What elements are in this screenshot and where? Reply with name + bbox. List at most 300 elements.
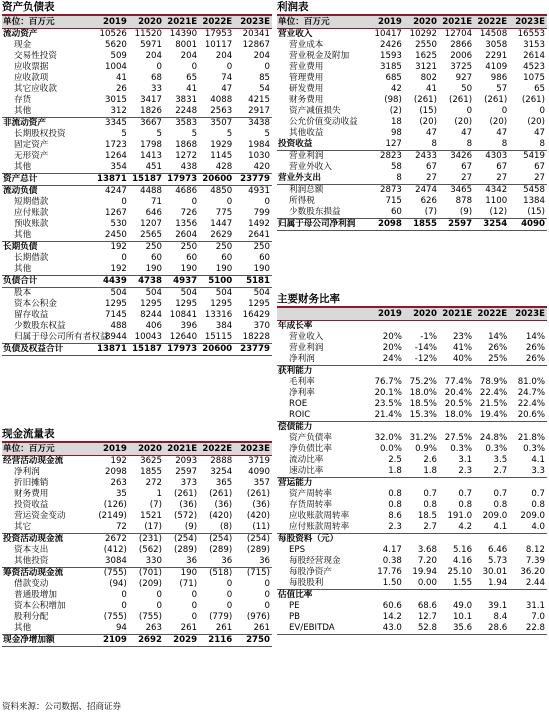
cell-value: 384 xyxy=(215,321,233,331)
row-label: 研发费用 xyxy=(289,84,324,94)
cell-value: 373 xyxy=(180,478,198,488)
row-label: 固定资产 xyxy=(14,140,49,150)
row-label: 应收账款周转率 xyxy=(289,511,350,521)
cell-value: 504 xyxy=(253,288,270,298)
cell-value: 3507 xyxy=(210,118,233,128)
cell-value: 428 xyxy=(199,162,234,174)
row-label: 投资收益 xyxy=(277,139,369,151)
cell-value: 1272 xyxy=(175,151,198,161)
cell-value: 49.0 xyxy=(452,601,473,611)
cell-value: 2248 xyxy=(164,106,199,118)
table-row xyxy=(277,601,547,612)
cell-value: 28.6 xyxy=(474,623,509,635)
cell-value: 0 xyxy=(226,601,233,611)
cell-value xyxy=(509,590,547,602)
row-label: 营业利润 xyxy=(289,151,324,161)
table-row xyxy=(277,545,547,556)
table-row xyxy=(2,151,272,162)
table-row xyxy=(2,321,272,332)
row-label: 投资收益 xyxy=(14,500,49,510)
table-row xyxy=(2,545,272,556)
cell-value: 0.00 xyxy=(404,578,439,590)
cell-value: (254) xyxy=(173,534,198,544)
row-label: 资产减值损失 xyxy=(289,106,341,116)
ratios-panel xyxy=(277,292,547,635)
cell-value: 26% xyxy=(509,354,547,366)
cell-value: 4090 xyxy=(248,467,270,477)
cell-value: 8 xyxy=(509,139,547,151)
year-header: 2019 xyxy=(94,16,129,29)
cell-value: 2565 xyxy=(129,230,164,242)
cell-value: 35 xyxy=(115,489,127,499)
cell-value xyxy=(474,590,509,602)
row-label: 无形资产 xyxy=(14,151,49,161)
cell-value: 15115 xyxy=(199,332,234,344)
year-header: 2022E xyxy=(474,308,509,321)
cell-value: 2.5 xyxy=(388,455,402,465)
cell-value: 3.1 xyxy=(458,455,473,465)
cell-value: 2550 xyxy=(415,40,437,50)
cell-value: 67 xyxy=(426,162,437,172)
cell-value: 17973 xyxy=(164,174,199,186)
table-row xyxy=(277,377,547,388)
row-label: 资产周转率 xyxy=(289,489,332,499)
table-row xyxy=(2,62,272,73)
row-label: 应付账款周转率 xyxy=(277,522,369,534)
year-header: 2020 xyxy=(404,308,439,321)
table-row xyxy=(277,219,547,231)
cell-value: 57 xyxy=(496,84,508,94)
cell-value: 10841 xyxy=(169,310,198,320)
cell-value: (715) xyxy=(246,568,270,578)
cell-value: 4523 xyxy=(523,62,545,72)
cell-value: (20) xyxy=(527,117,545,127)
balance-sheet-title: 资产负债表 xyxy=(2,0,272,16)
year-header: 2021E xyxy=(164,443,199,456)
cell-value: 4090 xyxy=(509,219,547,231)
year-header: 2022E xyxy=(474,16,509,29)
table-row xyxy=(2,140,272,151)
year-header: 2020 xyxy=(404,16,439,29)
row-label: 净利率 xyxy=(289,388,315,398)
table-row xyxy=(2,253,272,264)
cell-value: 16429 xyxy=(242,310,270,320)
cell-value: 3438 xyxy=(248,118,270,128)
row-label: EPS xyxy=(289,545,306,555)
row-label: 营业收入 xyxy=(278,29,313,39)
cell-value: 5 xyxy=(226,129,233,139)
cell-value: 58 xyxy=(390,162,402,172)
cell-value: 65 xyxy=(186,73,198,83)
cell-value: 75.2% xyxy=(409,377,437,387)
cell-value: (12) xyxy=(474,207,509,219)
cell-value: 35.6 xyxy=(439,623,474,635)
row-label: ROE xyxy=(289,399,308,409)
year-header: 2019 xyxy=(94,443,129,456)
unit-label: 单位：百万元 xyxy=(2,16,94,29)
row-label: 年成长率 xyxy=(278,321,313,331)
row-label: 营业外收入 xyxy=(289,162,332,172)
cell-value: (9) xyxy=(164,522,199,534)
cell-value: 1.8 xyxy=(369,466,404,478)
row-label: 资产负债率 xyxy=(289,433,332,443)
table-row xyxy=(2,230,272,242)
table-row xyxy=(2,332,272,344)
table-row xyxy=(277,534,547,546)
cell-value: -1% xyxy=(420,332,437,342)
cell-value: 47 xyxy=(426,128,437,138)
cell-value: 5458 xyxy=(523,185,545,195)
cell-value: 3254 xyxy=(474,219,509,231)
cell-value: 2098 xyxy=(105,467,127,477)
cell-value: (20) xyxy=(489,117,508,127)
cell-value: 43.0 xyxy=(369,623,404,635)
cell-value: 0 xyxy=(264,590,270,600)
year-header: 2023E xyxy=(509,16,547,29)
cell-value: 65 xyxy=(534,84,545,94)
cell-value: 530 xyxy=(110,219,127,229)
cell-value: 0 xyxy=(466,106,473,116)
table-row xyxy=(277,29,547,41)
cell-value: 1264 xyxy=(105,151,127,161)
cell-value: 4439 xyxy=(94,276,129,288)
row-label: 其它 xyxy=(2,522,94,534)
cell-value: 0.3% xyxy=(450,444,473,454)
cell-value: 41 xyxy=(186,84,198,94)
cell-value: 10292 xyxy=(409,29,437,39)
cell-value: 14% xyxy=(488,332,508,342)
unit-label: 单位：百万元 xyxy=(2,443,94,456)
row-label: 营业税金及附加 xyxy=(289,51,350,61)
table-row xyxy=(2,534,272,546)
cell-value xyxy=(474,478,509,490)
cell-value: 2093 xyxy=(175,456,198,466)
row-label: 营业收入 xyxy=(289,332,324,342)
cell-value: 8 xyxy=(404,139,439,151)
cell-value: 7145 xyxy=(105,310,127,320)
cell-value: 261 xyxy=(164,623,199,635)
cell-value: 27 xyxy=(439,173,474,185)
row-label: 其他 xyxy=(2,623,94,635)
table-row xyxy=(2,51,272,62)
cell-value: 5419 xyxy=(523,151,545,161)
cell-value: 20600 xyxy=(199,174,234,186)
cell-value: 0 xyxy=(121,197,127,207)
cell-value: 2629 xyxy=(199,230,234,242)
cell-value: 0 xyxy=(226,62,233,72)
cell-value: (231) xyxy=(138,534,162,544)
cell-value: 3583 xyxy=(175,118,198,128)
cell-value: 2604 xyxy=(164,230,199,242)
cell-value: 986 xyxy=(490,73,508,83)
cell-value: 0 xyxy=(226,197,233,207)
cell-value: 36 xyxy=(199,556,234,568)
cell-value: 81.0% xyxy=(517,377,545,387)
table-row xyxy=(2,635,272,647)
table-row xyxy=(2,489,272,500)
table-row xyxy=(2,612,272,623)
cell-value: 0 xyxy=(156,601,162,611)
cell-value: 0 xyxy=(191,197,198,207)
cell-value: 1929 xyxy=(210,140,233,150)
cell-value: (261) xyxy=(521,95,545,105)
cell-value: 1.8 xyxy=(404,466,439,478)
row-label: 折旧摊销 xyxy=(14,478,49,488)
cell-value: 23.5% xyxy=(374,399,402,409)
cell-value: 20600 xyxy=(199,344,234,356)
cell-value: 41% xyxy=(452,343,473,353)
cell-value: 190 xyxy=(129,264,164,276)
cell-value: 41 xyxy=(115,73,127,83)
cell-value: 488 xyxy=(110,321,127,331)
cell-value: 2.44 xyxy=(509,578,547,590)
row-label: 估值比率 xyxy=(278,590,313,600)
table-row xyxy=(277,151,547,163)
cell-value: 1 xyxy=(156,489,162,499)
table-row xyxy=(277,500,547,511)
cell-value: 41 xyxy=(426,84,437,94)
cell-value: 2614 xyxy=(523,51,545,61)
cell-value: 204 xyxy=(180,51,198,61)
row-label: 资本公积增加 xyxy=(14,601,66,611)
cell-value: 263 xyxy=(110,478,127,488)
cell-value: 98 xyxy=(390,128,402,138)
table-row xyxy=(2,456,272,468)
cell-value: 365 xyxy=(215,478,233,488)
cell-value: 0 xyxy=(264,197,270,207)
cell-value: 2641 xyxy=(234,230,272,242)
cell-value: 85 xyxy=(259,73,270,83)
cell-value: 1625 xyxy=(415,51,437,61)
table-row xyxy=(2,162,272,174)
cell-value: 54 xyxy=(259,84,270,94)
row-label: 股本 xyxy=(14,288,32,298)
table-row xyxy=(277,556,547,567)
cell-value: 10043 xyxy=(129,332,164,344)
cell-value: (755) xyxy=(138,612,162,622)
cell-value: 0.8 xyxy=(458,500,473,510)
cell-value: 0 xyxy=(156,62,162,72)
table-row xyxy=(2,29,272,41)
row-label: 流动比率 xyxy=(289,455,324,465)
year-header: 2023E xyxy=(234,443,272,456)
cell-value: 1868 xyxy=(175,140,198,150)
cell-value: 15187 xyxy=(129,344,164,356)
cell-value: 0 xyxy=(264,579,270,589)
cell-value: 4488 xyxy=(140,186,162,196)
row-label: 营业费用 xyxy=(289,62,324,72)
cell-value: 76.7% xyxy=(374,377,402,387)
cell-value: 4303 xyxy=(485,151,508,161)
row-label: 财务费用 xyxy=(14,489,49,499)
cell-value: 3625 xyxy=(140,456,162,466)
cell-value: -14% xyxy=(414,343,437,353)
cell-value xyxy=(404,321,439,333)
row-label: 每股经营现金 xyxy=(289,556,341,566)
cell-value xyxy=(509,321,547,333)
cell-value: 23779 xyxy=(234,344,272,356)
row-label: 资本公积金 xyxy=(14,299,57,309)
table-row xyxy=(2,84,272,95)
row-label: 存货周转率 xyxy=(289,500,332,510)
cell-value: (572) xyxy=(173,511,198,521)
cell-value: 451 xyxy=(129,162,164,174)
cell-value: 60 xyxy=(369,207,404,219)
cell-value: 0 xyxy=(191,601,198,611)
cell-value: 0 xyxy=(191,62,198,72)
row-label: 每股净资产 xyxy=(289,567,332,577)
year-header: 2021E xyxy=(439,16,474,29)
table-row xyxy=(2,556,272,568)
row-label: 毛利率 xyxy=(289,377,315,387)
cell-value: 250 xyxy=(180,242,198,252)
cell-value: 3.5 xyxy=(493,455,508,465)
cell-value: 5.16 xyxy=(452,545,473,555)
year-header: 2021E xyxy=(439,308,474,321)
cell-value: 33 xyxy=(151,84,162,94)
cell-value: (755) xyxy=(103,568,127,578)
cell-value: 4247 xyxy=(105,186,127,196)
cell-value: 1826 xyxy=(129,106,164,118)
cell-value: 5 xyxy=(156,129,162,139)
table-row xyxy=(2,118,272,130)
cell-value: 1521 xyxy=(140,511,162,521)
cell-value: 0 xyxy=(156,590,162,600)
cell-value: 646 xyxy=(145,208,162,218)
cell-value: 509 xyxy=(110,51,127,61)
row-label: 经营活动现金流 xyxy=(3,456,64,466)
cell-value: (36) xyxy=(214,500,233,510)
row-label: EV/EBITDA xyxy=(277,623,369,635)
table-header-row xyxy=(2,443,272,456)
table-row xyxy=(277,612,547,623)
cell-value: 24% xyxy=(369,354,404,366)
cell-value: 715 xyxy=(385,196,402,206)
cell-value: 4215 xyxy=(248,95,270,105)
table-row xyxy=(277,139,547,151)
cell-value: 27 xyxy=(509,173,547,185)
cell-value: 3254 xyxy=(210,467,233,477)
cell-value: 19.94 xyxy=(412,567,437,577)
table-row xyxy=(277,84,547,95)
table-row xyxy=(2,467,272,478)
cell-value: 25.10 xyxy=(447,567,473,577)
cell-value: 0.8 xyxy=(388,489,402,499)
cell-value: 1.55 xyxy=(439,578,474,590)
cell-value: (412) xyxy=(103,545,127,555)
row-label: 净负债比率 xyxy=(289,444,332,454)
cell-value: (36) xyxy=(179,500,198,510)
cell-value: 4850 xyxy=(210,186,233,196)
cell-value: 94 xyxy=(94,623,129,635)
cell-value: 7.39 xyxy=(525,556,545,566)
cell-value: 504 xyxy=(110,288,127,298)
cell-value: 4.1 xyxy=(474,522,509,534)
cell-value: 0.38 xyxy=(382,556,402,566)
cell-value: 8001 xyxy=(175,40,198,50)
cell-value xyxy=(474,321,509,333)
cell-value: 12.7 xyxy=(417,612,437,622)
cell-value: 8 xyxy=(439,139,474,151)
cell-value: 406 xyxy=(145,321,162,331)
row-label: 其他 xyxy=(2,264,94,276)
row-label: ROIC xyxy=(277,410,369,422)
cell-value: 726 xyxy=(180,208,198,218)
cell-value: 250 xyxy=(145,242,162,252)
row-label: 营运资金变动 xyxy=(14,511,66,521)
cell-value: 1075 xyxy=(523,73,545,83)
cell-value: (94) xyxy=(109,579,127,589)
cell-value: 2672 xyxy=(105,534,127,544)
table-row xyxy=(2,579,272,590)
cell-value: 1004 xyxy=(105,62,127,72)
table-row xyxy=(2,264,272,276)
table-row xyxy=(277,207,547,219)
cell-value: 1447 xyxy=(210,219,233,229)
row-label: 流动负债 xyxy=(3,186,38,196)
row-label: 归属于母公司净利润 xyxy=(277,219,369,231)
cell-value: 0 xyxy=(121,253,127,263)
cell-value xyxy=(369,478,404,490)
cell-value: 1984 xyxy=(248,140,270,150)
cell-value: (254) xyxy=(246,534,270,544)
cell-value: 2866 xyxy=(450,40,473,50)
row-label: 应付账款 xyxy=(14,208,49,218)
row-label: 资产总计 xyxy=(2,174,94,186)
cell-value: 11520 xyxy=(134,29,162,39)
cell-value: 14508 xyxy=(479,29,508,39)
unit-label: 单位：百万元 xyxy=(277,16,369,29)
row-label: 交易性投资 xyxy=(14,51,57,61)
cell-value: (261) xyxy=(448,95,473,105)
row-label: 现金 xyxy=(14,40,32,50)
cell-value: (2149) xyxy=(98,511,127,521)
cell-value: (289) xyxy=(246,545,270,555)
year-header: 2023E xyxy=(509,308,547,321)
cell-value: 36.20 xyxy=(520,567,545,577)
table-row xyxy=(2,511,272,522)
cell-value: 19.4% xyxy=(474,410,509,422)
cell-value: 0.7 xyxy=(493,489,508,499)
row-label: 投资活动现金流 xyxy=(3,534,64,544)
cell-value: 60.6 xyxy=(382,601,402,611)
cell-value: 357 xyxy=(253,478,270,488)
cell-value: 2563 xyxy=(199,106,234,118)
cell-value: 5100 xyxy=(199,276,234,288)
row-label: 其他 xyxy=(2,106,94,118)
cell-value: 1145 xyxy=(210,151,233,161)
cell-value xyxy=(369,321,404,333)
cell-value xyxy=(439,478,474,490)
cell-value: 504 xyxy=(215,288,233,298)
table-header-row xyxy=(277,308,547,321)
cell-value xyxy=(509,478,547,490)
table-row xyxy=(277,95,547,106)
cell-value: 2450 xyxy=(94,230,129,242)
cell-value: 16553 xyxy=(517,29,545,39)
year-header: 2019 xyxy=(369,16,404,29)
cell-value: 127 xyxy=(369,139,404,151)
cell-value: (420) xyxy=(209,511,233,521)
table-row xyxy=(277,40,547,51)
row-label: 净利润 xyxy=(277,354,369,366)
cell-value: (2) xyxy=(389,106,402,116)
cashflow-title: 现金流量表 xyxy=(2,427,272,443)
cell-value: 10.1 xyxy=(452,612,473,622)
cell-value: (98) xyxy=(384,95,402,105)
row-label: 预收账款 xyxy=(14,219,49,229)
cell-value: 0 xyxy=(264,62,270,72)
